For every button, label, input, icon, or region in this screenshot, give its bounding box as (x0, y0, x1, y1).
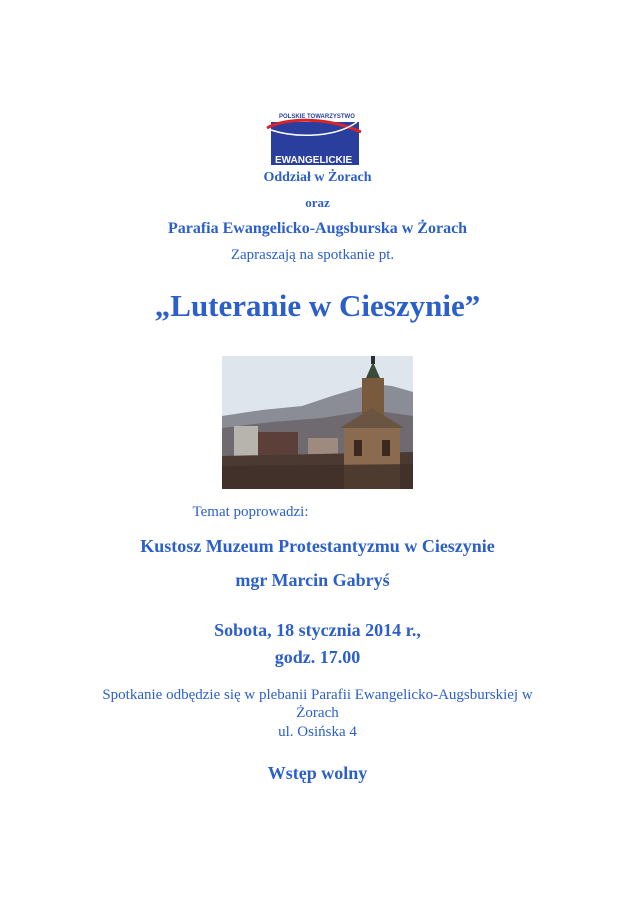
location-line2: Żorach (296, 705, 339, 721)
society-logo (265, 108, 363, 166)
logo-bottom-text: EWANGELICKIE (275, 155, 353, 166)
location-line1: Spotkanie odbędzie się w plebanii Parafii Ewangelicko-Augsburskiej w (102, 687, 533, 703)
branch-name: Oddział w Żorach (263, 170, 372, 185)
parish-name: Parafia Ewangelicko-Augsburska w Żorach (167, 220, 468, 237)
event-time: godz. 17.00 (274, 647, 361, 667)
speaker-role: Kustosz Muzeum Protestantyzmu w Cieszynie (140, 536, 495, 556)
invite-text: Zapraszają na spotkanie pt. (230, 247, 395, 263)
church-tower-photo (222, 356, 413, 489)
logo-top-text: POLSKIE TOWARZYSTWO (279, 114, 355, 120)
event-title: „Luteranie w Cieszynie” (154, 288, 481, 323)
address: ul. Osińska 4 (278, 724, 357, 740)
speaker-intro: Temat poprowadzi: (192, 504, 309, 520)
admission-text: Wstęp wolny (267, 763, 368, 783)
speaker-name: mgr Marcin Gabryś (235, 570, 390, 590)
event-date: Sobota, 18 stycznia 2014 r., (214, 620, 421, 640)
conjunction-text: oraz (305, 195, 330, 210)
